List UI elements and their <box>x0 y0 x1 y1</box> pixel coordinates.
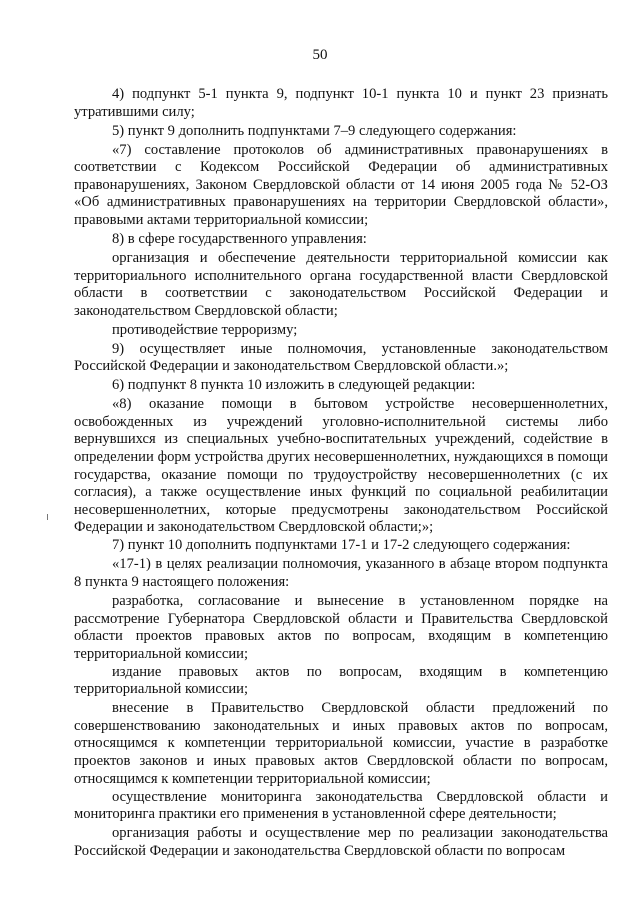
paragraph-counter-terrorism: противодействие терроризму; <box>112 321 298 338</box>
paragraph-monitoring: осуществление мониторинга законодательства Свердловской области и мониторинга практики его применения в установленной сфере деятельности; <box>74 788 608 823</box>
paragraph-item-4: 4) подпункт 5-1 пункта 9, подпункт 10-1 пункта 10 и пункт 23 признать утратившими силу; <box>74 86 608 120</box>
paragraph-subitem-9: 9) осуществляет иные полномочия, установленные законодательством Российской Федерации и законодательством Свердловской области.»; <box>74 340 608 375</box>
page-number: 50 <box>312 47 328 63</box>
paragraph-development: разработка, согласование и вынесение в установленном порядке на рассмотрение Губернатора Свердловской области и Правительства Свердловской области проектов правовых актов по вопросам, входящим в компетенцию территориальной комиссии; <box>74 592 608 662</box>
document-body <box>74 86 608 862</box>
paragraph-organization-work: организация работы и осуществление мер по реализации законодательства Российской Федерации и законодательства Свердловской области по вопросам <box>74 825 608 859</box>
paragraph-item-5: 5) пункт 9 дополнить подпунктами 7–9 следующего содержания: <box>112 122 517 139</box>
paragraph-subitem-17-1: «17-1) в целях реализации полномочия, указанного в абзаце втором подпункта 8 пункта 9 настоящего положения: <box>74 556 608 590</box>
paragraph-issuance: издание правовых актов по вопросам, входящим в компетенцию территориальной комиссии; <box>74 663 608 698</box>
paragraph-subitem-8: 8) в сфере государственного управления: <box>112 230 367 247</box>
paragraph-subitem-7: «7) составление протоколов об административных правонарушениях в соответствии с Кодексом Российской Федерации об административных правонарушениях, Законом Свердловской области от 14 июня 2005 года № 52-ОЗ «Об административных правонарушениях на территории Свердловской области», правовыми актами территориальной комиссии; <box>74 141 608 228</box>
paragraph-submission: внесение в Правительство Свердловской области предложений по совершенствованию законодательных и иных правовых актов по вопросам, относящимся к компетенции территориальной комиссии, участие в разработке проектов законов и иных правовых актов Свердловской области по вопросам, относящимся к компетенции территориальной комиссии; <box>74 700 608 787</box>
margin-mark <box>47 514 48 520</box>
paragraph-item-6: 6) подпункт 8 пункта 10 изложить в следующей редакции: <box>112 377 476 394</box>
paragraph-organization: организация и обеспечение деятельности территориальной комиссии как территориального исполнительного органа государственной власти Свердловской области в соответствии с законодательством Российской Федерации и законодательством Свердловской области; <box>74 249 608 319</box>
paragraph-subitem-8-new: «8) оказание помощи в бытовом устройстве несовершеннолетних, освобожденных из учреждений уголовно-исполнительной системы либо вернувшихся из специальных учебно-воспитательных учреждений, содействие в определении форм устройства других несовершеннолетних, нуждающихся в помощи государства, оказание помощи по трудоустройству несовершеннолетних (с их согласия), а также осуществление иных функций по социальной реабилитации несовершеннолетних, которые предусмотрены законодательством Российской Федерации и законодательством Свердловской области;»; <box>74 396 608 536</box>
paragraph-item-7: 7) пункт 10 дополнить подпунктами 17-1 и 17-2 следующего содержания: <box>112 537 571 554</box>
